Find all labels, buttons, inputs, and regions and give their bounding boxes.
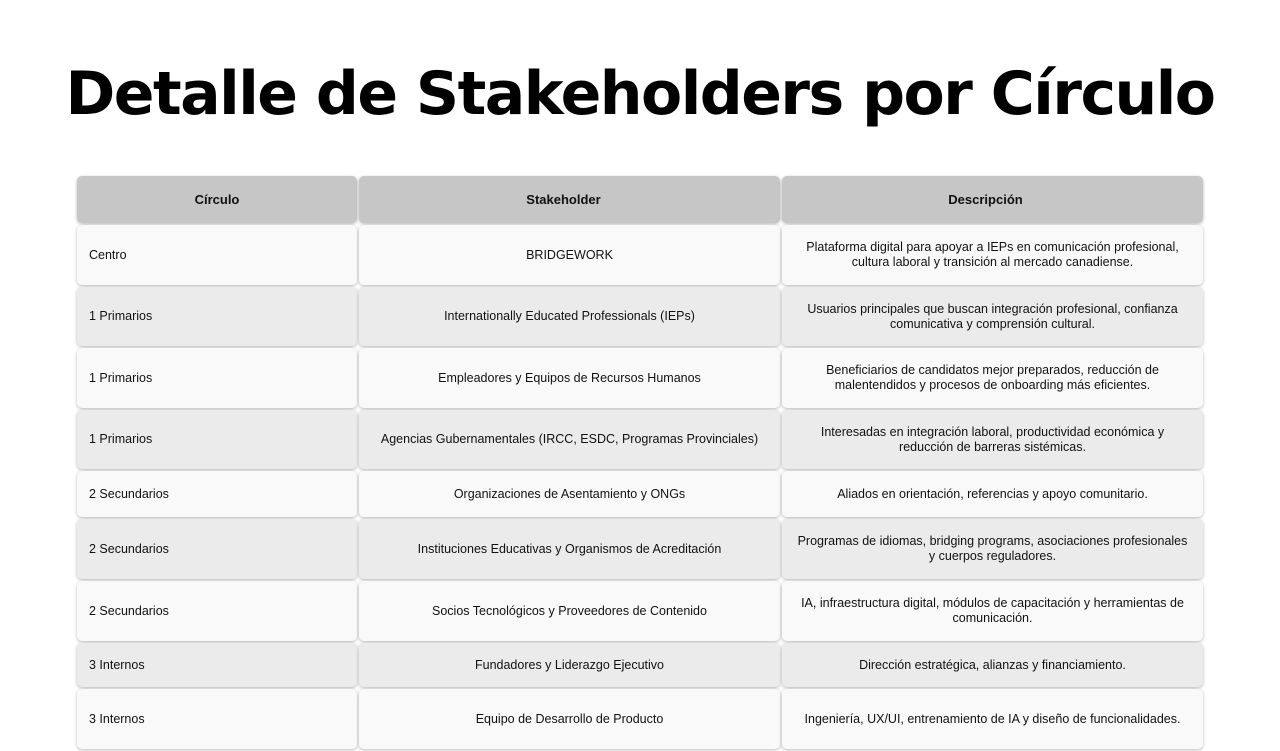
table-row (77, 410, 1203, 469)
cell-descripcion: Usuarios principales que buscan integración profesional, confianza comunicativa y comprensión cultural. (782, 287, 1203, 346)
table-row (77, 471, 1203, 517)
cell-stakeholder: Empleadores y Equipos de Recursos Humanos (359, 348, 780, 408)
cell-circulo: Centro (77, 225, 357, 285)
cell-descripcion: Dirección estratégica, alianzas y financiamiento. (782, 643, 1203, 687)
cell-descripcion: Ingeniería, UX/UI, entrenamiento de IA y diseño de funcionalidades. (782, 689, 1203, 749)
column-header-descripcion: Descripción (782, 176, 1203, 223)
cell-stakeholder: Agencias Gubernamentales (IRCC, ESDC, Programas Provinciales) (359, 410, 780, 469)
table-header-row (77, 176, 1203, 223)
cell-circulo: 1 Primarios (77, 287, 357, 346)
table-row (77, 519, 1203, 579)
table-row (77, 348, 1203, 408)
cell-circulo: 2 Secundarios (77, 471, 357, 517)
cell-stakeholder: Instituciones Educativas y Organismos de Acreditación (359, 519, 780, 579)
table-row (77, 287, 1203, 346)
stakeholder-table (77, 176, 1203, 751)
column-header-circulo: Círculo (77, 176, 357, 223)
cell-circulo: 2 Secundarios (77, 581, 357, 641)
cell-circulo: 3 Internos (77, 643, 357, 687)
cell-circulo: 1 Primarios (77, 348, 357, 408)
cell-descripcion: Interesadas en integración laboral, productividad económica y reducción de barreras sistémicas. (782, 410, 1203, 469)
column-header-stakeholder: Stakeholder (359, 176, 780, 223)
cell-stakeholder: Organizaciones de Asentamiento y ONGs (359, 471, 780, 517)
cell-stakeholder: Internationally Educated Professionals (IEPs) (359, 287, 780, 346)
cell-circulo: 2 Secundarios (77, 519, 357, 579)
cell-stakeholder: BRIDGEWORK (359, 225, 780, 285)
table-row (77, 643, 1203, 687)
table-row (77, 581, 1203, 641)
cell-circulo: 3 Internos (77, 689, 357, 749)
page-title: Detalle de Stakeholders por Círculo (65, 59, 1215, 129)
cell-descripcion: Plataforma digital para apoyar a IEPs en comunicación profesional, cultura laboral y transición al mercado canadiense. (782, 225, 1203, 285)
cell-stakeholder: Equipo de Desarrollo de Producto (359, 689, 780, 749)
cell-descripcion: Aliados en orientación, referencias y apoyo comunitario. (782, 471, 1203, 517)
cell-circulo: 1 Primarios (77, 410, 357, 469)
cell-descripcion: Programas de idiomas, bridging programs, asociaciones profesionales y cuerpos reguladores. (782, 519, 1203, 579)
cell-stakeholder: Fundadores y Liderazgo Ejecutivo (359, 643, 780, 687)
table-row (77, 689, 1203, 749)
cell-descripcion: Beneficiarios de candidatos mejor preparados, reducción de malentendidos y procesos de onboarding más eficientes. (782, 348, 1203, 408)
cell-descripcion: IA, infraestructura digital, módulos de capacitación y herramientas de comunicación. (782, 581, 1203, 641)
table-row (77, 225, 1203, 285)
cell-stakeholder: Socios Tecnológicos y Proveedores de Contenido (359, 581, 780, 641)
